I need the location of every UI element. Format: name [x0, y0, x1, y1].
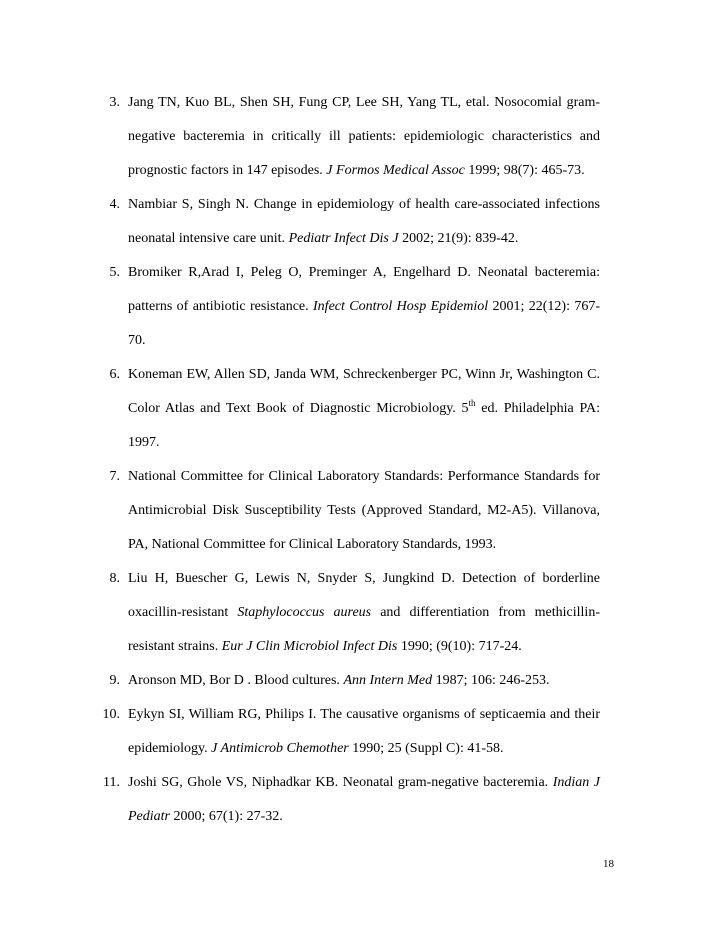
reference-text: [128, 698, 600, 766]
reference-text: [128, 188, 600, 256]
italic-citation-text: Staphylococcus aureus: [237, 605, 372, 620]
reference-run: and differentiation from methicillin-resistant strains.: [128, 605, 600, 654]
reference-text: [128, 664, 600, 698]
reference-number: 8.: [109, 571, 120, 586]
italic-citation-text: J Formos Medical Assoc: [326, 163, 465, 178]
reference-text: [128, 256, 600, 358]
reference-item: [0, 358, 728, 460]
superscript-text: th: [468, 398, 476, 408]
reference-run: Jang TN, Kuo BL, Shen SH, Fung CP, Lee SH, Yang TL, etal. Nosocomial gram-negative bacteremia in critically ill patients: epidemiologic characteristics and prognostic factors in 147 episodes.: [128, 95, 600, 178]
reference-run: 2000; 67(1): 27-32.: [170, 809, 283, 824]
italic-citation-text: Infect Control Hosp Epidemiol: [313, 299, 489, 314]
reference-text: [128, 460, 600, 562]
page-number: 18: [603, 858, 614, 870]
reference-run: 1990; 25 (Suppl C): 41-58.: [348, 741, 504, 756]
reference-item: [0, 460, 728, 562]
reference-item: [0, 562, 728, 664]
reference-list: [0, 86, 728, 834]
reference-item: [0, 256, 728, 358]
reference-run: Koneman EW, Allen SD, Janda WM, Schreckenberger PC, Winn Jr, Washington C. Color Atlas and Text Book of Diagnostic Microbiology. 5: [128, 367, 600, 416]
reference-number: 11.: [103, 775, 120, 790]
reference-run: 2001; 22(12): 767-70.: [128, 299, 600, 348]
reference-text: [128, 766, 600, 834]
reference-run: 2002; 21(9): 839-42.: [398, 231, 519, 246]
reference-number: 5.: [109, 265, 120, 280]
reference-number: 6.: [109, 367, 120, 382]
reference-run: Joshi SG, Ghole VS, Niphadkar KB. Neonatal gram-negative bacteremia.: [128, 775, 553, 790]
italic-citation-text: J Antimicrob Chemother: [211, 741, 349, 756]
italic-citation-text: Indian J Pediatr: [128, 775, 601, 824]
reference-number: 7.: [109, 469, 120, 484]
reference-number: 3.: [109, 95, 120, 110]
italic-citation-text: Pediatr Infect Dis J: [288, 231, 399, 246]
reference-item: [0, 766, 728, 834]
reference-run: Nambiar S, Singh N. Change in epidemiology of health care-associated infections neonatal intensive care unit.: [128, 197, 600, 246]
reference-item: [0, 698, 728, 766]
reference-run: 1990; (9(10): 717-24.: [397, 639, 522, 654]
italic-citation-text: Ann Intern Med: [343, 673, 433, 688]
reference-text: [128, 562, 600, 664]
reference-run: Liu H, Buescher G, Lewis N, Snyder S, Jungkind D. Detection of borderline oxacillin-resistant: [128, 571, 600, 620]
reference-number: 4.: [109, 197, 120, 212]
reference-run: Bromiker R,Arad I, Peleg O, Preminger A, Engelhard D. Neonatal bacteremia: patterns of antibiotic resistance.: [128, 265, 600, 314]
reference-number: 9.: [109, 673, 120, 688]
reference-run: 1987; 106: 246-253.: [432, 673, 550, 688]
reference-item: [0, 188, 728, 256]
italic-citation-text: Eur J Clin Microbiol Infect Dis: [221, 639, 398, 654]
reference-run: Aronson MD, Bor D . Blood cultures.: [128, 673, 344, 688]
reference-number: 10.: [102, 707, 120, 722]
reference-item: [0, 86, 728, 188]
reference-item: [0, 664, 728, 698]
reference-text: [128, 86, 600, 188]
reference-run: Eykyn SI, William RG, Philips I. The causative organisms of septicaemia and their epidemiology.: [128, 707, 600, 756]
reference-run: 1999; 98(7): 465-73.: [464, 163, 585, 178]
reference-run: National Committee for Clinical Laboratory Standards: Performance Standards for Antimicrobial Disk Susceptibility Tests (Approved Standard, M2-A5). Villanova, PA, National Committee for Clinical Laboratory Standards, 1993.: [128, 469, 600, 552]
reference-run: ed. Philadelphia PA: 1997.: [128, 401, 601, 450]
reference-text: [128, 358, 600, 460]
